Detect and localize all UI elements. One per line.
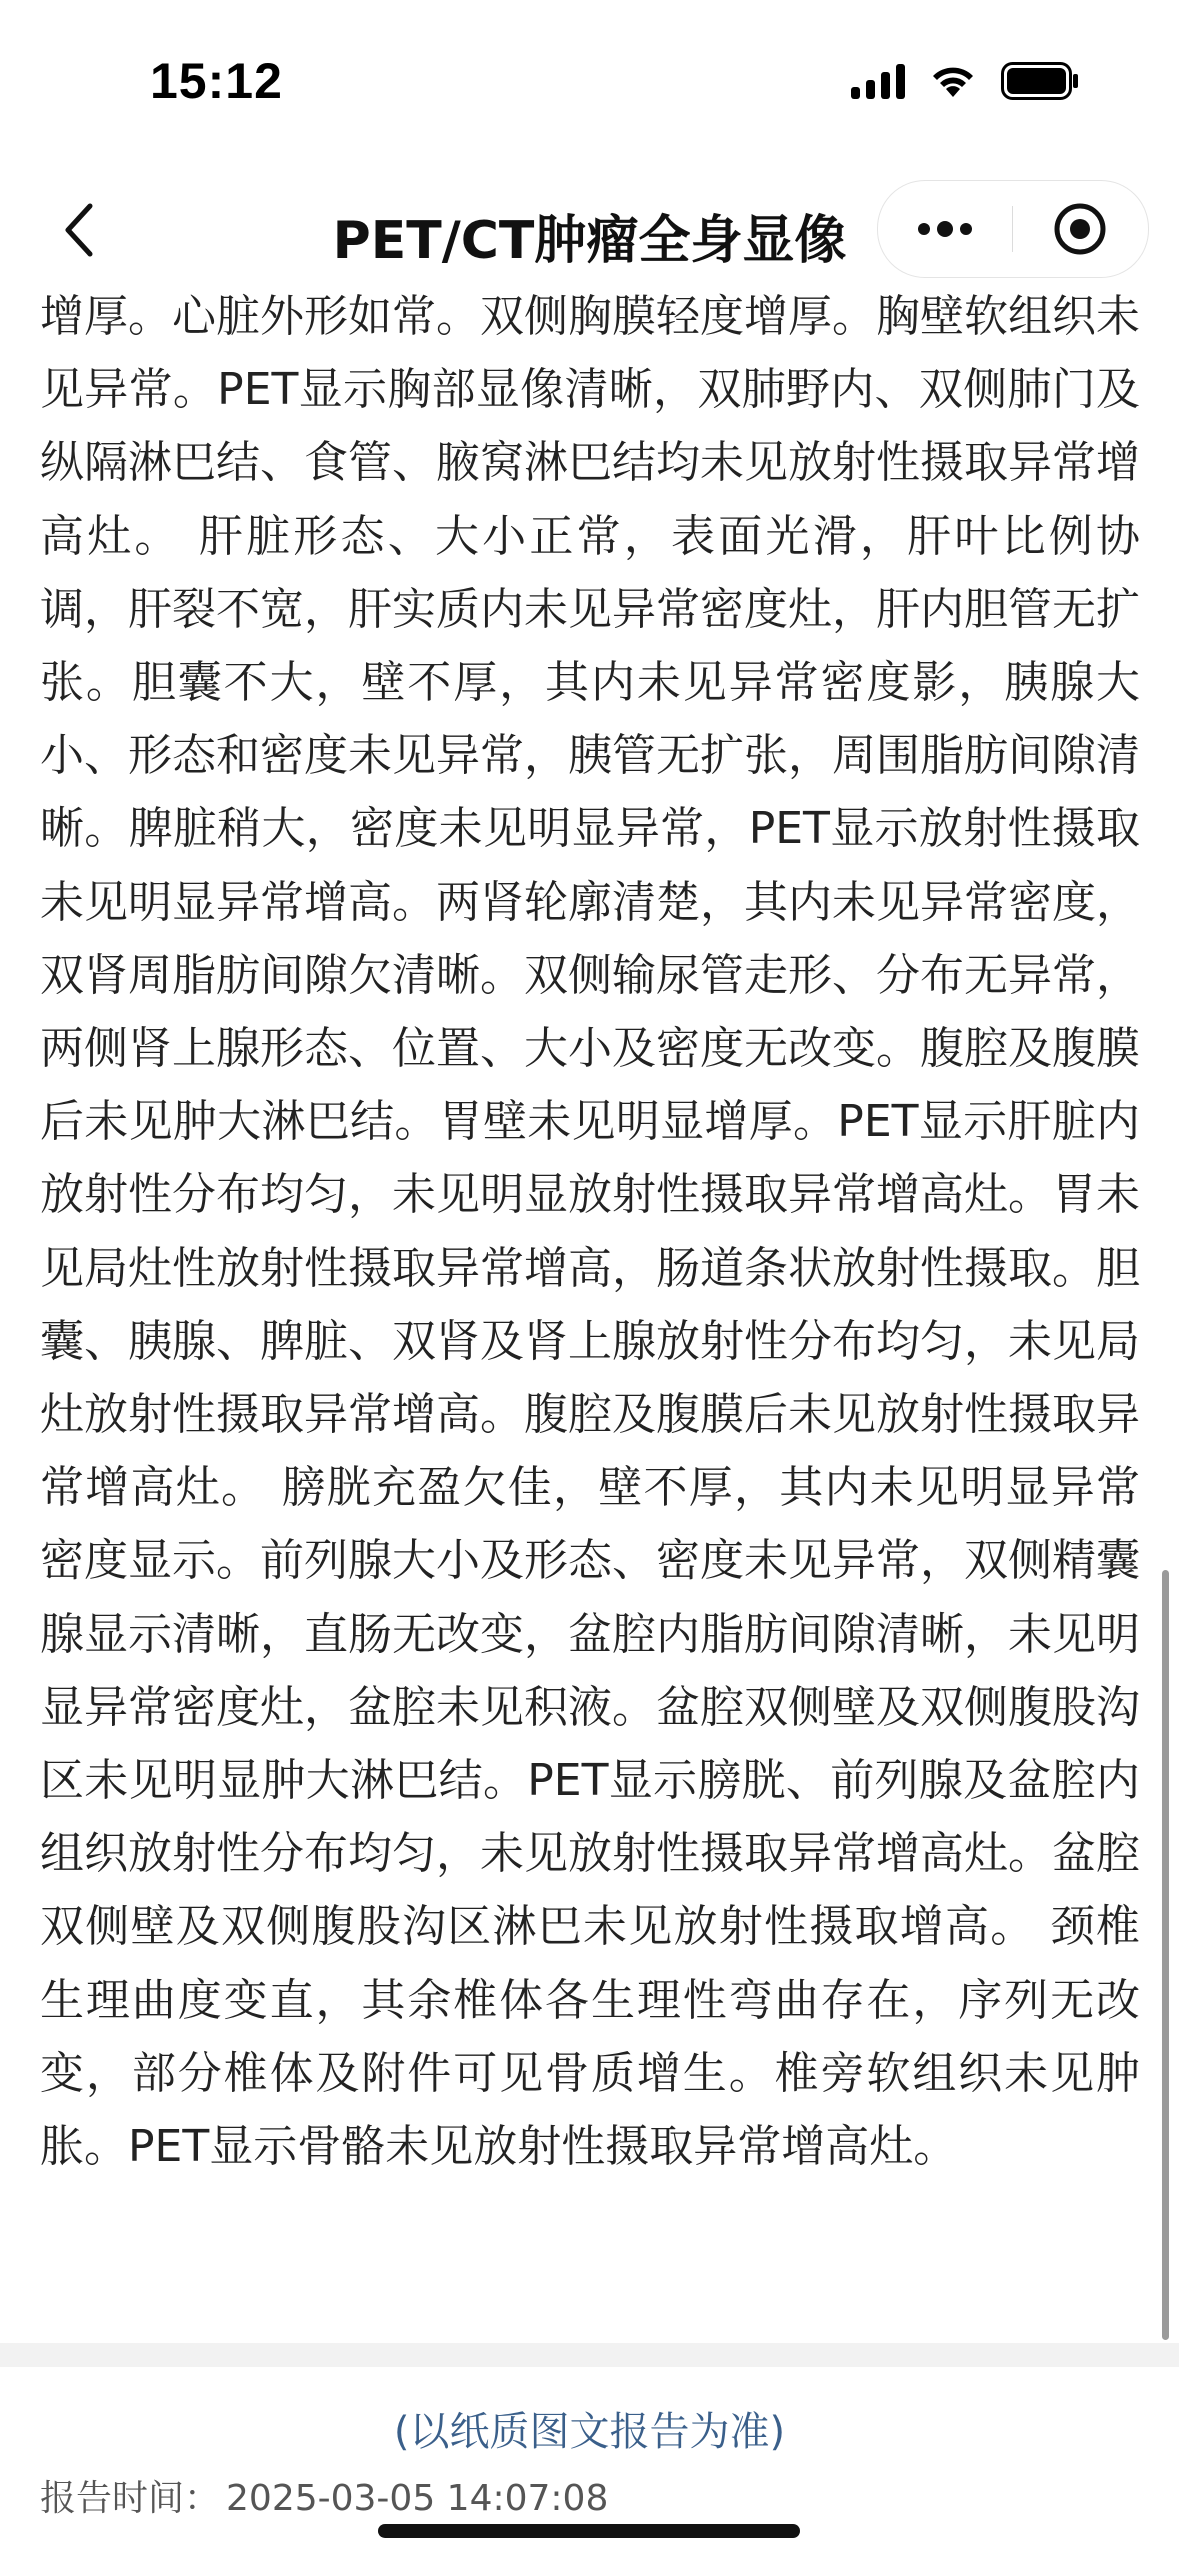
report-body[interactable] bbox=[40, 282, 1140, 2332]
wifi-icon bbox=[929, 63, 977, 99]
nav-bar bbox=[0, 180, 1179, 280]
menu-capsule bbox=[877, 180, 1149, 278]
report-time-label: 报告时间： bbox=[40, 2478, 221, 2519]
report-findings-text: 增厚。心脏外形如常。双侧胸膜轻度增厚。胸壁软组织未见异常。PET显示胸部显像清晰，双肺野内、双侧肺门及纵隔淋巴结、食管、腋窝淋巴结均未见放射性摄取异常增高灶。 肝脏形态、大小正常，表面光滑，肝叶比例协调，肝裂不宽，肝实质内未见异常密度灶，肝内胆管无扩张。胆囊不大，壁不厚，其内未见异常密度影，胰腺大小、形态和密度未见异常，胰管无扩张，周围脂肪间隙清晰。脾脏稍大，密度未见明显异常，PET显示放射性摄取未见明显异常增高。两肾轮廓清楚，其内未见异常密度，双肾周脂肪间隙欠清晰。双侧输尿管走形、分布无异常，两侧肾上腺形态、位置、大小及密度无改变。腹腔及腹膜后未见肿大淋巴结。胃壁未见明显增厚。PET显示肝脏内放射性分布均匀，未见明显放射性摄取异常增高灶。胃未见局灶性放射性摄取异常增高，肠道条状放射性摄取。胆囊、胰腺、脾脏、双肾及肾上腺放射性分布均匀，未见局灶放射性摄取异常增高。腹腔及腹膜后未见放射性摄取异常增高灶。 膀胱充盈欠佳，壁不厚，其内未见明显异常密度显示。前列腺大小及形态、密度未见异常，双侧精囊腺显示清晰，直肠无改变，盆腔内脂肪间隙清晰，未见明显异常密度灶，盆腔未见积液。盆腔双侧壁及双侧腹股沟区未见明显肿大淋巴结。PET显示膀胱、前列腺及盆腔内组织放射性分布均匀，未见放射性摄取异常增高灶。盆腔双侧壁及双侧腹股沟区淋巴未见放射性摄取增高。 颈椎生理曲度变直，其余椎体各生理性弯曲存在，序列无改变，部分椎体及附件可见骨质增生。椎旁软组织未见肿胀。PET显示骨骼未见放射性摄取异常增高灶。 bbox=[40, 291, 1140, 2173]
scrollbar[interactable] bbox=[1162, 1570, 1169, 2340]
section-divider bbox=[0, 2343, 1179, 2367]
more-dots-icon bbox=[915, 219, 975, 239]
paper-report-note: (以纸质图文报告为准) bbox=[393, 2409, 786, 2455]
page-title: PET/CT肿瘤全身显像 bbox=[332, 211, 847, 271]
status-icons bbox=[851, 62, 1079, 100]
status-bar bbox=[0, 0, 1179, 170]
target-close-icon bbox=[1052, 201, 1108, 257]
close-miniprogram-button[interactable] bbox=[1013, 181, 1147, 277]
home-indicator[interactable] bbox=[378, 2524, 800, 2538]
battery-icon bbox=[1001, 62, 1079, 100]
report-time bbox=[40, 2470, 608, 2521]
status-time: 15:12 bbox=[150, 53, 283, 109]
signal-icon bbox=[851, 63, 905, 99]
more-button[interactable] bbox=[878, 181, 1012, 277]
report-time-value: 2025-03-05 14:07:08 bbox=[226, 2478, 609, 2519]
